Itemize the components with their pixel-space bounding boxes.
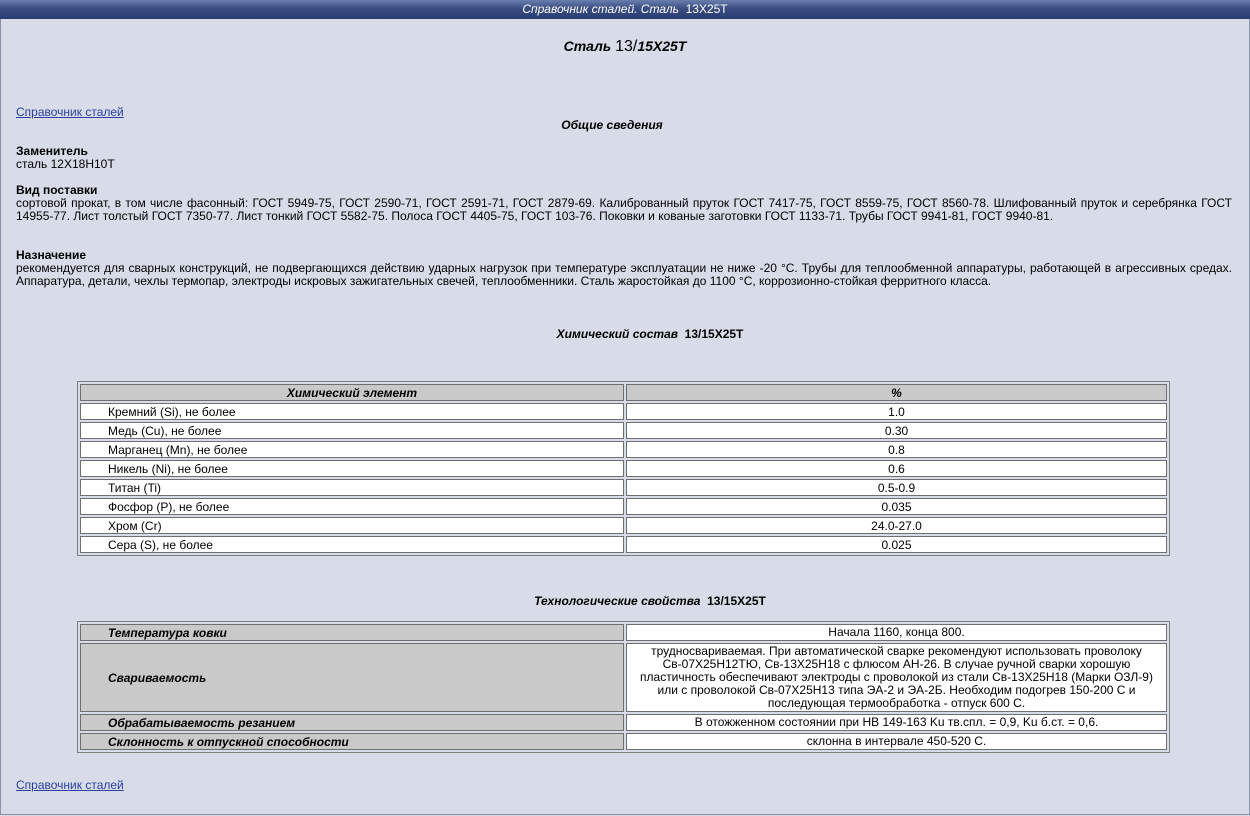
tech-heading-text: Технологические свойства — [534, 594, 701, 608]
property-name: Температура ковки — [80, 624, 624, 641]
element-name: Кремний (Si), не более — [80, 403, 624, 420]
substitute-block — [16, 145, 1232, 171]
col-element-header: Химический элемент — [80, 384, 624, 401]
supply-label: Вид поставки — [16, 183, 98, 197]
element-name: Марганец (Mn), не более — [80, 441, 624, 458]
purpose-value: рекомендуется для сварных конструкций, не подвергающихся действию ударных нагрузок при температуре эксплуатации не ниже -20 °С. Трубы для теплообменной аппаратуры, работающей в агрессивных средах. Аппаратура, детали, чехлы термопар, электроды искровых зажигательных свечей, теплообменники. Сталь жаростойкая до 1100 °С, коррозионно-стойкая ферритного класса. — [16, 261, 1232, 288]
chem-heading-code: 13/15Х25Т — [684, 327, 744, 341]
element-name: Хром (Cr) — [80, 517, 624, 534]
window-title-code: 13Х25Т — [685, 2, 728, 16]
property-value: Начала 1160, конца 800. — [626, 624, 1167, 641]
chem-heading — [0, 327, 1250, 341]
table-row — [80, 403, 1167, 420]
element-value: 1.0 — [626, 403, 1167, 420]
table-row — [80, 624, 1167, 641]
table-row — [80, 422, 1167, 439]
page-title — [0, 38, 1250, 56]
element-name: Титан (Ti) — [80, 479, 624, 496]
table-row — [80, 643, 1167, 712]
general-heading: Общие сведения — [561, 118, 663, 132]
table-row — [80, 498, 1167, 515]
supply-value: сортовой прокат, в том числе фасонный: ГОСТ 5949-75, ГОСТ 2590-71, ГОСТ 2591-71, ГОСТ 2879-69. Калиброванный пруток ГОСТ 7417-75, ГОСТ 8559-75, ГОСТ 8560-78. Шлифованный пруток и серебрянка ГОСТ 14955-77. Лист толстый ГОСТ 7350-77. Лист тонкий ГОСТ 5582-75. Полоса ГОСТ 4405-75, ГОСТ 103-76. Поковки и кованые заготовки ГОСТ 1133-71. Трубы ГОСТ 9941-81, ГОСТ 9940-81. — [16, 196, 1232, 223]
table-row — [80, 536, 1167, 553]
element-value: 0.30 — [626, 422, 1167, 439]
property-name: Склонность к отпускной способности — [80, 733, 624, 750]
chemistry-header-row — [80, 384, 1167, 401]
element-name: Сера (S), не более — [80, 536, 624, 553]
tech-heading — [0, 594, 1250, 608]
substitute-label: Заменитель — [16, 144, 88, 158]
element-name: Никель (Ni), не более — [80, 460, 624, 477]
window-titlebar — [0, 0, 1250, 19]
property-value: В отожженном состоянии при НВ 149-163 Ku тв.спл. = 0,9, Ku б.ст. = 0,6. — [626, 714, 1167, 731]
back-link-bottom[interactable]: Справочник сталей — [16, 778, 124, 792]
table-row — [80, 714, 1167, 731]
property-value: трудносвариваемая. При автоматической сварке рекомендуют использовать проволоку Св-07Х25Н12ТЮ, Св-13Х25Н18 с флюсом АН-26. В случае ручной сварки хорошую пластичность обеспечивают электроды с проволокой из стали Св-13Х25Н18 (Марки ОЗЛ-9) или с проволокой Св-07Х25Н13 типа ЭА-2 и ЭА-2Б. Необходим подогрев 150-200 С и последующая термообработка - отпуск 600 С. — [626, 643, 1167, 712]
page-title-code-b: 15Х25Т — [637, 38, 687, 54]
table-row — [80, 479, 1167, 496]
back-link-top[interactable]: Справочник сталей — [16, 105, 124, 119]
table-row — [80, 733, 1167, 750]
page-title-prefix: Сталь — [563, 38, 616, 54]
col-percent-header: % — [626, 384, 1167, 401]
element-value: 0.5-0.9 — [626, 479, 1167, 496]
chemistry-table — [77, 381, 1170, 556]
element-value: 0.035 — [626, 498, 1167, 515]
element-name: Фосфор (P), не более — [80, 498, 624, 515]
tech-table — [77, 621, 1170, 753]
element-value: 0.8 — [626, 441, 1167, 458]
purpose-block — [16, 249, 1232, 288]
supply-block — [16, 184, 1232, 223]
element-value: 0.025 — [626, 536, 1167, 553]
window-title: Справочник сталей. Сталь — [522, 2, 679, 16]
chem-heading-text: Химический состав — [556, 327, 678, 341]
table-row — [80, 460, 1167, 477]
substitute-value: сталь 12Х18Н10Т — [16, 157, 115, 171]
table-row — [80, 517, 1167, 534]
page-title-code-a: 13/ — [615, 38, 638, 55]
element-name: Медь (Cu), не более — [80, 422, 624, 439]
tech-heading-code: 13/15Х25Т — [707, 594, 766, 608]
element-value: 0.6 — [626, 460, 1167, 477]
purpose-label: Назначение — [16, 248, 87, 262]
property-name: Обрабатываемость резанием — [80, 714, 624, 731]
element-value: 24.0-27.0 — [626, 517, 1167, 534]
property-value: склонна в интервале 450-520 С. — [626, 733, 1167, 750]
table-row — [80, 441, 1167, 458]
property-name: Свариваемость — [80, 643, 624, 712]
